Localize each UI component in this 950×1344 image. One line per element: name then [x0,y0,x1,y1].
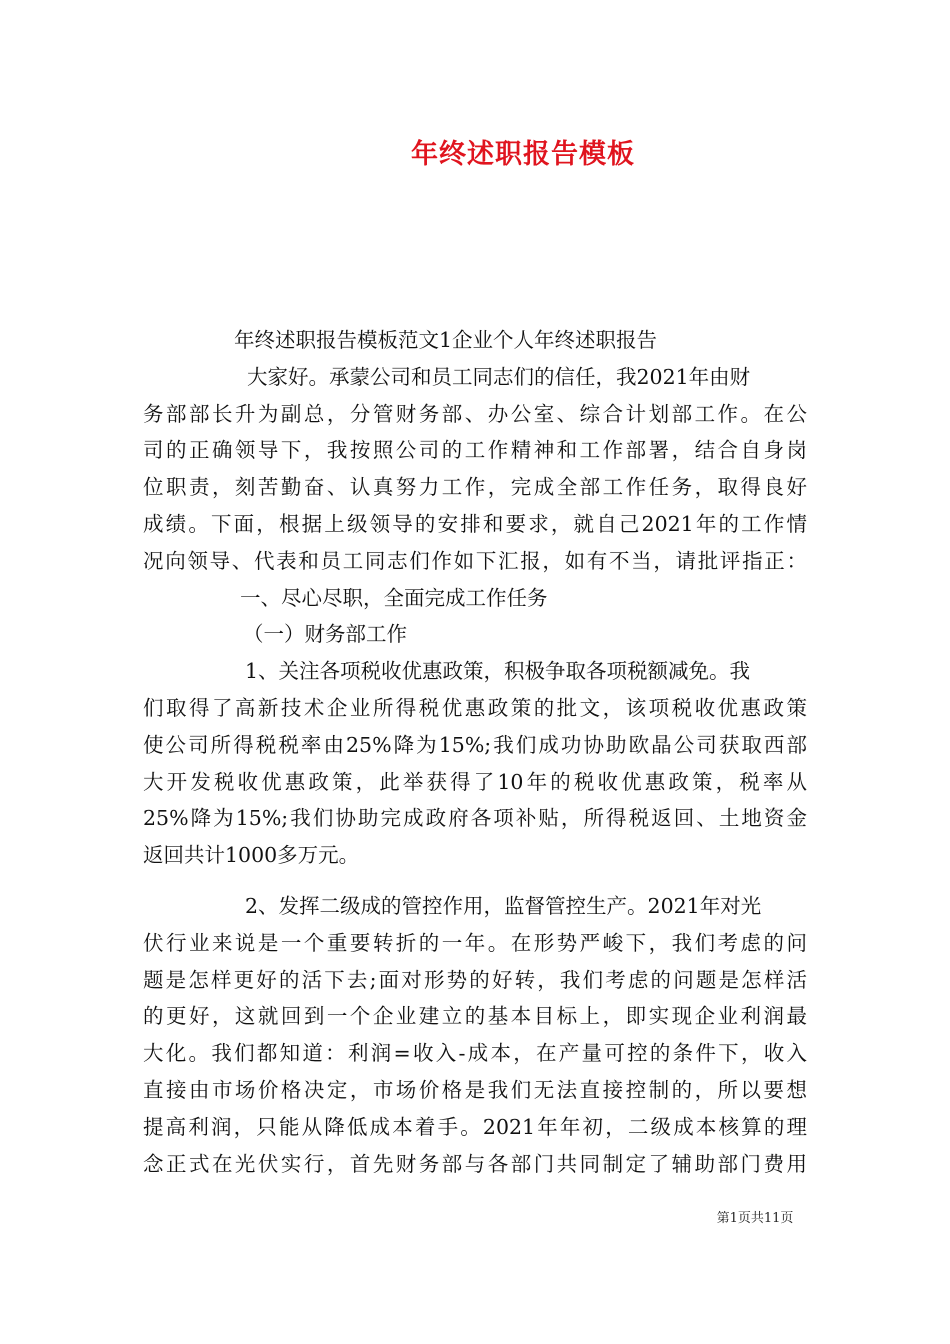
paragraph-line: 念正式在光伏实行，首先财务部与各部门共同制定了辅助部门费用 [143,1151,807,1176]
paragraph-gap [143,874,807,888]
paragraph-line: 提高利润，只能从降低成本着手。2021年年初，二级成本核算的理 [143,1114,807,1139]
paragraph-line: 司的正确领导下，我按照公司的工作精神和工作部署，结合自身岗 [143,438,807,463]
paragraph-line: 位职责，刻苦勤奋、认真努力工作，完成全部工作任务，取得良好 [143,475,807,500]
paragraph-line: 直接由市场价格决定，市场价格是我们无法直接控制的，所以要想 [143,1077,807,1102]
subtitle-line: 年终述职报告模板范文1企业个人年终述职报告 [234,328,658,352]
paragraph-line: 大开发税收优惠政策，此举获得了10年的税收优惠政策，税率从 [143,769,807,794]
paragraph-line: 25%降为15%;我们协助完成政府各项补贴，所得税返回、土地资金 [143,806,807,831]
paragraph-line: 1、关注各项税收优惠政策，积极争取各项税额减免。我 [245,659,751,684]
document-body [143,322,807,1182]
paragraph-line: 成绩。下面，根据上级领导的安排和要求，就自己2021年的工作情 [143,511,807,536]
paragraph-line: 2、发挥二级成的管控作用，监督管控生产。2021年对光 [245,893,762,918]
paragraph-line: 使公司所得税税率由25%降为15%;我们成功协助欧晶公司获取西部 [143,732,807,757]
section-heading: 一、尽心尽职，全面完成工作任务 [240,585,548,610]
paragraph-line: 们取得了高新技术企业所得税优惠政策的批文，该项税收优惠政策 [143,695,807,720]
paragraph-line: 返回共计1000多万元。 [143,843,360,868]
document-title: 年终述职报告模板 [411,139,635,170]
paragraph-line: 大家好。承蒙公司和员工同志们的信任，我2021年由财 [247,364,751,389]
paragraph-line: 的更好，这就回到一个企业建立的基本目标上，即实现企业利润最 [143,1004,807,1029]
paragraph-line: 况向领导、代表和员工同志们作如下汇报，如有不当，请批评指正： [143,548,807,573]
page-number-footer: 第1页共11页 [716,1211,794,1226]
paragraph-line: 题是怎样更好的活下去;面对形势的好转，我们考虑的问题是怎样活 [143,967,807,992]
paragraph-line: 伏行业来说是一个重要转折的一年。在形势严峻下，我们考虑的问 [143,930,807,955]
paragraph-line: 大化。我们都知道：利润=收入-成本，在产量可控的条件下，收入 [143,1041,807,1066]
paragraph-line: 务部部长升为副总，分管财务部、办公室、综合计划部工作。在公 [143,401,807,426]
subsection-heading: （一）财务部工作 [243,622,407,647]
